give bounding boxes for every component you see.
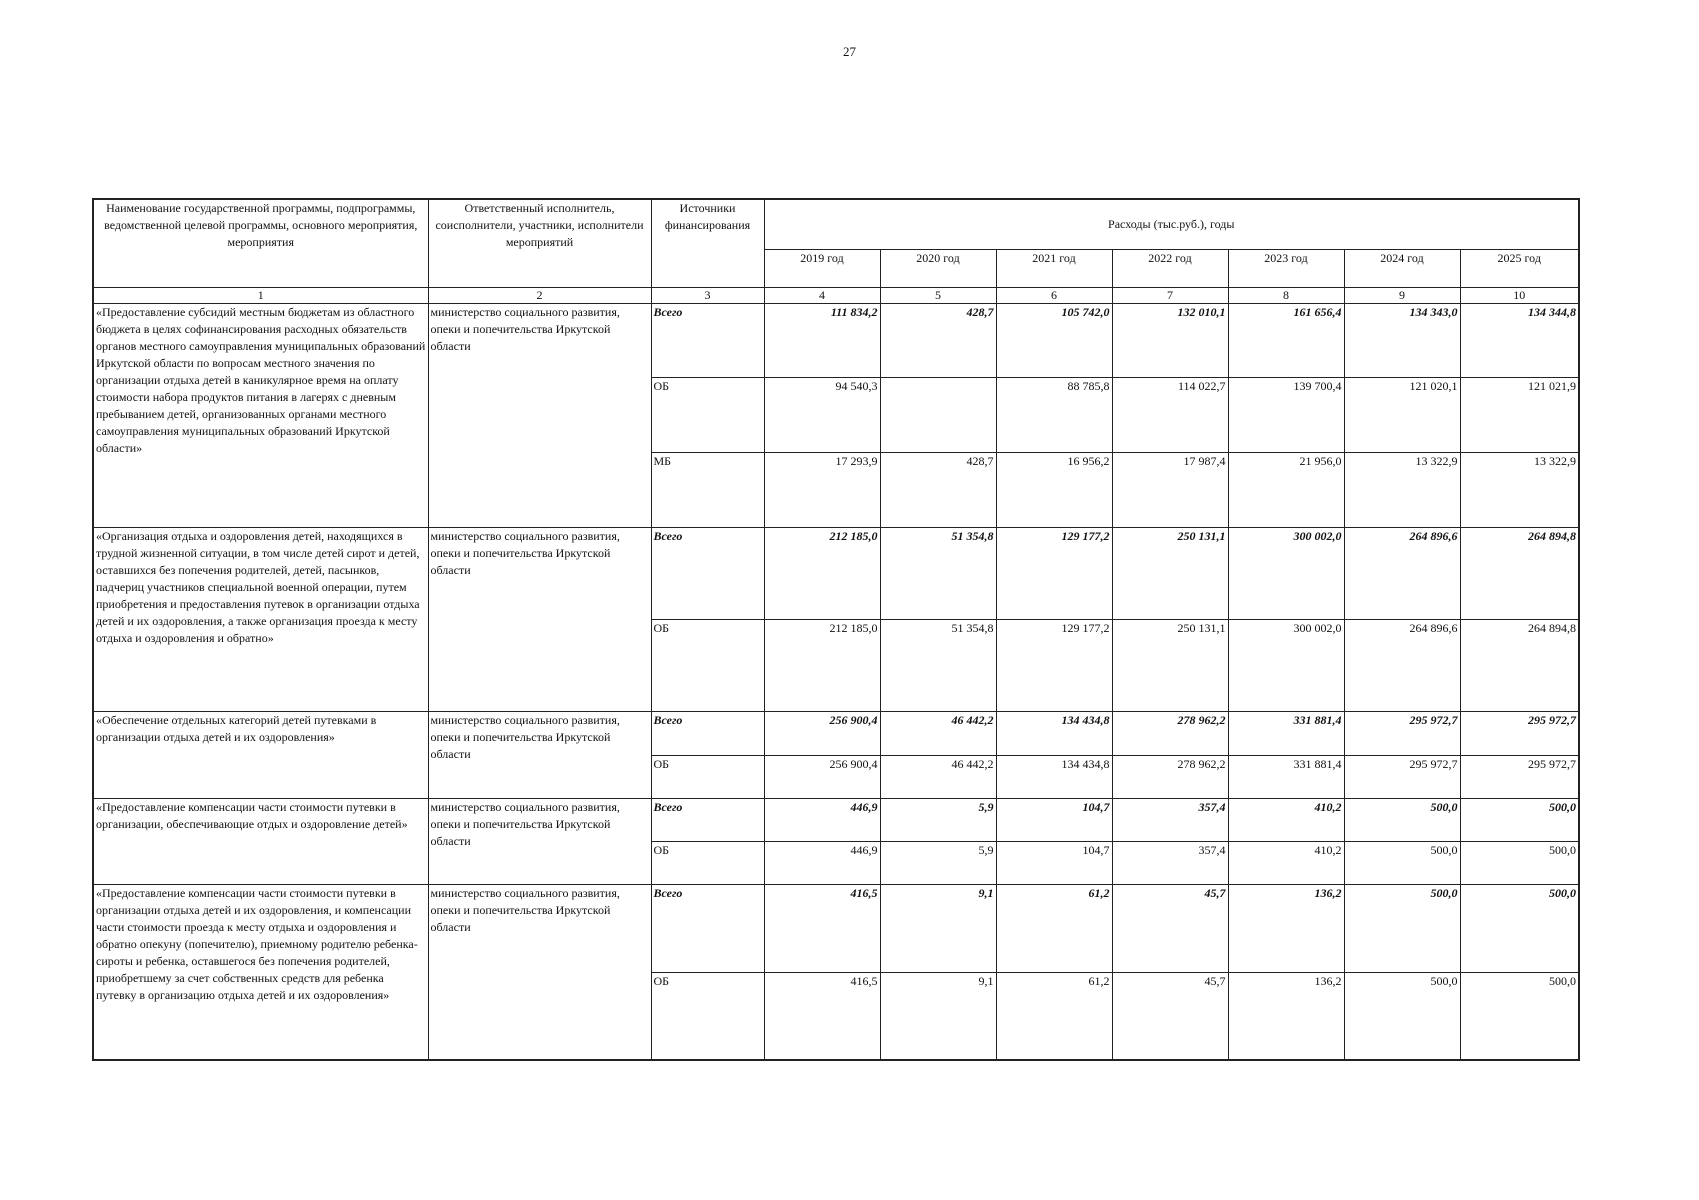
value-cell: 212 185,0 <box>764 527 880 619</box>
table-row <box>93 711 1579 755</box>
program-name: «Обеспечение отдельных категорий детей путевками в организации отдыха детей и их оздоровления» <box>93 711 428 798</box>
budget-table <box>92 198 1580 1061</box>
table-row <box>93 303 1579 377</box>
value-cell: 45,7 <box>1112 884 1228 972</box>
value-cell: 212 185,0 <box>764 619 880 711</box>
value-cell: 5,9 <box>880 798 996 841</box>
source-label: ОБ <box>651 972 764 1060</box>
value-cell: 256 900,4 <box>764 755 880 798</box>
header-year: 2024 год <box>1344 249 1460 287</box>
value-cell: 428,7 <box>880 452 996 527</box>
value-cell: 331 881,4 <box>1228 711 1344 755</box>
value-cell: 250 131,1 <box>1112 527 1228 619</box>
value-cell: 446,9 <box>764 798 880 841</box>
value-cell: 331 881,4 <box>1228 755 1344 798</box>
header-name: Наименование государственной программы, подпрограммы, ведомственной целевой программы, основного мероприятия, мероприятия <box>93 199 428 287</box>
source-label: ОБ <box>651 841 764 884</box>
column-index-row <box>93 287 1579 303</box>
value-cell: 410,2 <box>1228 841 1344 884</box>
table-header <box>93 199 1579 303</box>
executor-name: министерство социального развития, опеки и попечительства Иркутской области <box>428 303 651 527</box>
value-cell: 5,9 <box>880 841 996 884</box>
value-cell: 300 002,0 <box>1228 619 1344 711</box>
value-cell: 105 742,0 <box>996 303 1112 377</box>
source-label: ОБ <box>651 619 764 711</box>
page-number: 27 <box>843 44 856 59</box>
table-row <box>93 798 1579 841</box>
value-cell: 46 442,2 <box>880 711 996 755</box>
value-cell: 446,9 <box>764 841 880 884</box>
header-year: 2020 год <box>880 249 996 287</box>
value-cell: 114 022,7 <box>1112 377 1228 452</box>
value-cell: 45,7 <box>1112 972 1228 1060</box>
value-cell: 13 322,9 <box>1460 452 1579 527</box>
value-cell: 500,0 <box>1344 884 1460 972</box>
value-cell: 61,2 <box>996 884 1112 972</box>
value-cell <box>880 377 996 452</box>
value-cell: 295 972,7 <box>1344 755 1460 798</box>
value-cell: 500,0 <box>1344 798 1460 841</box>
value-cell: 500,0 <box>1344 841 1460 884</box>
column-index: 3 <box>651 287 764 303</box>
value-cell: 500,0 <box>1460 884 1579 972</box>
value-cell: 428,7 <box>880 303 996 377</box>
value-cell: 17 987,4 <box>1112 452 1228 527</box>
value-cell: 500,0 <box>1460 972 1579 1060</box>
value-cell: 500,0 <box>1460 798 1579 841</box>
header-year: 2023 год <box>1228 249 1344 287</box>
value-cell: 278 962,2 <box>1112 711 1228 755</box>
source-label: МБ <box>651 452 764 527</box>
header-year: 2022 год <box>1112 249 1228 287</box>
value-cell: 9,1 <box>880 884 996 972</box>
header-source: Источники финансирования <box>651 199 764 287</box>
value-cell: 410,2 <box>1228 798 1344 841</box>
value-cell: 104,7 <box>996 841 1112 884</box>
value-cell: 256 900,4 <box>764 711 880 755</box>
value-cell: 51 354,8 <box>880 619 996 711</box>
source-label: ОБ <box>651 377 764 452</box>
value-cell: 9,1 <box>880 972 996 1060</box>
column-index: 8 <box>1228 287 1344 303</box>
value-cell: 264 894,8 <box>1460 527 1579 619</box>
executor-name: министерство социального развития, опеки и попечительства Иркутской области <box>428 527 651 711</box>
column-index: 5 <box>880 287 996 303</box>
column-index: 4 <box>764 287 880 303</box>
header-executor: Ответственный исполнитель, соисполнители, участники, исполнители мероприятий <box>428 199 651 287</box>
value-cell: 134 434,8 <box>996 711 1112 755</box>
value-cell: 129 177,2 <box>996 619 1112 711</box>
source-label: Всего <box>651 303 764 377</box>
value-cell: 61,2 <box>996 972 1112 1060</box>
executor-name: министерство социального развития, опеки и попечительства Иркутской области <box>428 884 651 1060</box>
header-year: 2021 год <box>996 249 1112 287</box>
value-cell: 21 956,0 <box>1228 452 1344 527</box>
program-name: «Предоставление компенсации части стоимости путевки в организации, обеспечивающие отдых и оздоровление детей» <box>93 798 428 884</box>
value-cell: 264 896,6 <box>1344 619 1460 711</box>
value-cell: 295 972,7 <box>1460 711 1579 755</box>
value-cell: 416,5 <box>764 884 880 972</box>
table-row <box>93 884 1579 972</box>
header-year: 2019 год <box>764 249 880 287</box>
value-cell: 46 442,2 <box>880 755 996 798</box>
value-cell: 121 021,9 <box>1460 377 1579 452</box>
source-label: Всего <box>651 527 764 619</box>
column-index: 7 <box>1112 287 1228 303</box>
value-cell: 134 344,8 <box>1460 303 1579 377</box>
value-cell: 88 785,8 <box>996 377 1112 452</box>
value-cell: 51 354,8 <box>880 527 996 619</box>
value-cell: 134 434,8 <box>996 755 1112 798</box>
executor-name: министерство социального развития, опеки и попечительства Иркутской области <box>428 711 651 798</box>
value-cell: 16 956,2 <box>996 452 1112 527</box>
value-cell: 295 972,7 <box>1344 711 1460 755</box>
value-cell: 264 896,6 <box>1344 527 1460 619</box>
value-cell: 136,2 <box>1228 972 1344 1060</box>
column-index: 10 <box>1460 287 1579 303</box>
column-index: 6 <box>996 287 1112 303</box>
value-cell: 295 972,7 <box>1460 755 1579 798</box>
value-cell: 357,4 <box>1112 798 1228 841</box>
table-row <box>93 527 1579 619</box>
column-index: 9 <box>1344 287 1460 303</box>
program-name: «Предоставление компенсации части стоимости путевки в организации отдыха детей и их оздоровления, и компенсации части стоимости проезда к месту отдыха и оздоровления и обратно опекуну (попечителю), приемному родителю ребенка-сироты и ребенка, оставшегося без попечения родителей, приобретшему за счет собственных средств для ребенка путевку в организацию отдыха детей и их оздоровления» <box>93 884 428 1060</box>
source-label: Всего <box>651 884 764 972</box>
column-index: 2 <box>428 287 651 303</box>
value-cell: 134 343,0 <box>1344 303 1460 377</box>
value-cell: 250 131,1 <box>1112 619 1228 711</box>
value-cell: 17 293,9 <box>764 452 880 527</box>
source-label: Всего <box>651 798 764 841</box>
value-cell: 111 834,2 <box>764 303 880 377</box>
value-cell: 13 322,9 <box>1344 452 1460 527</box>
source-label: Всего <box>651 711 764 755</box>
source-label: ОБ <box>651 755 764 798</box>
executor-name: министерство социального развития, опеки и попечительства Иркутской области <box>428 798 651 884</box>
value-cell: 500,0 <box>1460 841 1579 884</box>
program-name: «Организация отдыха и оздоровления детей, находящихся в трудной жизненной ситуации, в том числе детей сирот и детей, оставшихся без попечения родителей, детей, пасынков, падчериц участников специальной военной операции, путем приобретения и предоставления путевок в организации отдыха детей и их оздоровления, а также организация проезда к месту отдыха и оздоровления и обратно» <box>93 527 428 711</box>
column-index: 1 <box>93 287 428 303</box>
value-cell: 94 540,3 <box>764 377 880 452</box>
value-cell: 136,2 <box>1228 884 1344 972</box>
value-cell: 132 010,1 <box>1112 303 1228 377</box>
value-cell: 264 894,8 <box>1460 619 1579 711</box>
value-cell: 139 700,4 <box>1228 377 1344 452</box>
value-cell: 278 962,2 <box>1112 755 1228 798</box>
value-cell: 300 002,0 <box>1228 527 1344 619</box>
value-cell: 161 656,4 <box>1228 303 1344 377</box>
value-cell: 416,5 <box>764 972 880 1060</box>
value-cell: 129 177,2 <box>996 527 1112 619</box>
value-cell: 500,0 <box>1344 972 1460 1060</box>
value-cell: 121 020,1 <box>1344 377 1460 452</box>
value-cell: 104,7 <box>996 798 1112 841</box>
header-expenses: Расходы (тыс.руб.), годы <box>764 199 1579 249</box>
program-name: «Предоставление субсидий местным бюджетам из областного бюджета в целях софинансирования расходных обязательств органов местного самоуправления муниципальных образований Иркутской области по вопросам местного значения по организации отдыха детей в каникулярное время на оплату стоимости набора продуктов питания в лагерях с дневным пребыванием детей, организованных органами местного самоуправления муниципальных образований Иркутской области» <box>93 303 428 527</box>
value-cell: 357,4 <box>1112 841 1228 884</box>
table-body <box>93 303 1579 1060</box>
header-year: 2025 год <box>1460 249 1579 287</box>
